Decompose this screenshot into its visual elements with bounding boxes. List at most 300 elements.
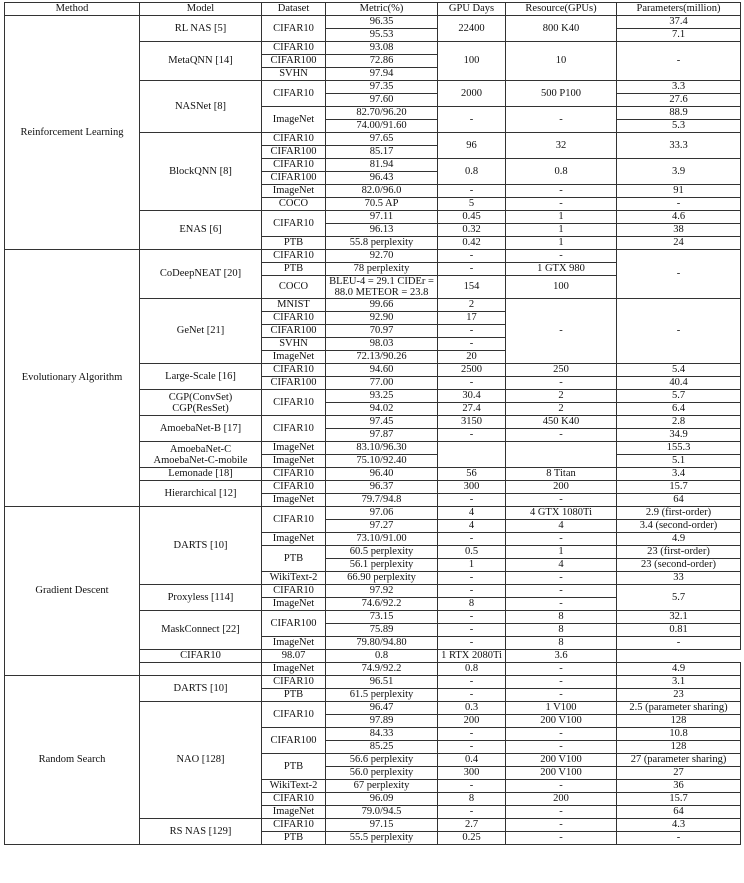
metric-cell: 70.5 AP [326,198,438,211]
metric-cell: 96.35 [326,16,438,29]
metric-cell: 70.97 [326,325,438,338]
resource-cell: 8 Titan [506,468,617,481]
metric-cell: 67 perplexity [326,780,438,793]
gpu-days-cell: - [438,250,506,263]
parameters-cell: 5.4 [617,364,741,377]
resource-cell: - [506,107,617,133]
header-model: Model [140,3,262,16]
resource-cell: - [506,198,617,211]
gpu-days-cell: - [438,689,506,702]
resource-cell: - [506,663,617,676]
resource-cell: 4 [506,559,617,572]
metric-cell: 92.90 [326,312,438,325]
parameters-cell: 34.9 [617,429,741,442]
metric-cell: 92.70 [326,250,438,263]
resource-cell: - [506,429,617,442]
metric-cell: 72.86 [326,55,438,68]
metric-cell: 96.09 [326,793,438,806]
resource-cell: 200 V100 [506,767,617,780]
gpu-days-cell: - [438,533,506,546]
parameters-cell: 15.7 [617,481,741,494]
resource-cell: 200 [506,481,617,494]
table-row [5,676,741,689]
table-row [5,507,741,520]
model-cell [140,663,262,676]
metric-cell: 97.11 [326,211,438,224]
gpu-days-cell: 20 [438,351,506,364]
resource-cell: 10 [506,42,617,81]
metric-cell: 94.60 [326,364,438,377]
metric-cell: 96.13 [326,224,438,237]
resource-cell: 32 [506,133,617,159]
resource-cell: 1 [506,237,617,250]
header-parameters: Parameters(million) [617,3,741,16]
metric-cell: 55.5 perplexity [326,832,438,845]
metric-cell: 97.87 [326,429,438,442]
metric-cell: 55.8 perplexity [326,237,438,250]
model-cell: CoDeepNEAT [20] [140,250,262,299]
metric-cell: 66.90 perplexity [326,572,438,585]
metric-cell: 75.10/92.40 [326,455,438,468]
resource-cell: - [506,598,617,611]
resource-cell: 8 [506,637,617,650]
dataset-cell: CIFAR10 [262,16,326,42]
metric-cell: 73.10/91.00 [326,533,438,546]
gpu-days-cell: 8 [438,598,506,611]
metric-cell: 84.33 [326,728,438,741]
metric-cell: 97.60 [326,94,438,107]
model-cell: RL NAS [5] [140,16,262,42]
dataset-cell: WikiText-2 [262,780,326,793]
model-cell: Hierarchical [12] [140,481,262,507]
gpu-days-cell: - [438,185,506,198]
metric-cell: 97.94 [326,68,438,81]
gpu-days-cell: - [438,377,506,390]
parameters-cell: 5.7 [617,585,741,611]
dataset-cell: CIFAR10 [262,364,326,377]
dataset-cell: CIFAR10 [262,390,326,416]
header-dataset: Dataset [262,3,326,16]
metric-cell: 97.06 [326,507,438,520]
gpu-days-cell [438,442,506,468]
parameters-cell: 2.8 [617,416,741,429]
gpu-days-cell: - [438,263,506,276]
metric-cell: 85.25 [326,741,438,754]
dataset-cell: PTB [262,832,326,845]
metric-cell: 96.40 [326,468,438,481]
parameters-cell: 37.4 [617,16,741,29]
dataset-cell: ImageNet [262,663,326,676]
model-cell: CGP(ConvSet) CGP(ResSet) [140,390,262,416]
dataset-cell: ImageNet [262,442,326,455]
dataset-cell: COCO [262,276,326,299]
resource-cell: 8 [506,624,617,637]
dataset-cell: CIFAR10 [262,81,326,107]
gpu-days-cell: - [438,585,506,598]
metric-cell: 97.27 [326,520,438,533]
metric-cell: 97.15 [326,819,438,832]
model-cell: MaskConnect [22] [140,611,262,650]
method-cell: Evolutionary Algorithm [5,250,140,507]
parameters-cell: 23 [617,689,741,702]
metric-cell: 61.5 perplexity [326,689,438,702]
gpu-days-cell: 0.3 [438,702,506,715]
metric-cell: 97.92 [326,585,438,598]
metric-cell: 82.70/96.20 [326,107,438,120]
gpu-days-cell: 0.5 [438,546,506,559]
resource-cell: 1 [506,546,617,559]
gpu-days-cell: 22400 [438,16,506,42]
dataset-cell: CIFAR10 [262,250,326,263]
method-cell: Random Search [5,676,140,845]
gpu-days-cell: - [438,624,506,637]
dataset-cell: ImageNet [262,107,326,133]
resource-cell: - [506,533,617,546]
gpu-days-cell: 2 [438,299,506,312]
dataset-cell: ImageNet [262,455,326,468]
gpu-days-cell: 30.4 [438,390,506,403]
parameters-cell: 3.9 [617,159,741,185]
resource-cell: - [506,494,617,507]
gpu-days-cell: - [438,338,506,351]
parameters-cell: 23 (first-order) [617,546,741,559]
dataset-cell: ImageNet [262,806,326,819]
parameters-cell: 3.4 (second-order) [617,520,741,533]
nas-results-table [4,2,741,845]
header-method: Method [5,3,140,16]
parameters-cell: 27 (parameter sharing) [617,754,741,767]
model-cell: NASNet [8] [140,81,262,133]
parameters-cell: 5.1 [617,455,741,468]
dataset-cell: SVHN [262,68,326,81]
gpu-days-cell: - [438,107,506,133]
parameters-cell: 88.9 [617,107,741,120]
parameters-cell: 2.5 (parameter sharing) [617,702,741,715]
dataset-cell: ImageNet [262,598,326,611]
resource-cell: - [506,585,617,598]
gpu-days-cell: 2000 [438,81,506,107]
metric-cell: 79.0/94.5 [326,806,438,819]
metric-cell: 83.10/96.30 [326,442,438,455]
parameters-cell: 23 (second-order) [617,559,741,572]
gpu-days-cell: 300 [438,481,506,494]
dataset-cell: ImageNet [262,351,326,364]
dataset-cell: CIFAR10 [262,507,326,533]
gpu-days-cell: - [438,728,506,741]
gpu-days-cell: 5 [438,198,506,211]
metric-cell: 96.43 [326,172,438,185]
gpu-days-cell: 0.8 [326,650,438,663]
dataset-cell: CIFAR100 [262,377,326,390]
gpu-days-cell: 0.8 [438,663,506,676]
dataset-cell: PTB [262,754,326,780]
dataset-cell: CIFAR10 [262,468,326,481]
dataset-cell: PTB [262,689,326,702]
model-cell: BlockQNN [8] [140,133,262,211]
parameters-cell: 4.9 [617,663,741,676]
parameters-cell: - [617,637,741,650]
dataset-cell: WikiText-2 [262,572,326,585]
metric-cell: 56.0 perplexity [326,767,438,780]
parameters-cell: 3.1 [617,676,741,689]
model-cell: Lemonade [18] [140,468,262,481]
metric-cell: 79.7/94.8 [326,494,438,507]
model-cell: RS NAS [129] [140,819,262,845]
gpu-days-cell: - [438,429,506,442]
metric-cell: 99.66 [326,299,438,312]
dataset-cell: CIFAR10 [262,819,326,832]
resource-cell: 1 [506,224,617,237]
gpu-days-cell: 200 [438,715,506,728]
model-cell: NAO [128] [140,702,262,819]
parameters-cell: - [617,832,741,845]
metric-cell: 93.25 [326,390,438,403]
dataset-cell: CIFAR100 [262,325,326,338]
dataset-cell: ImageNet [262,185,326,198]
parameters-cell: 128 [617,741,741,754]
gpu-days-cell: 0.32 [438,224,506,237]
resource-cell: 500 P100 [506,81,617,107]
resource-cell: 1 RTX 2080Ti [438,650,506,663]
resource-cell: 1 [506,211,617,224]
dataset-cell: MNIST [262,299,326,312]
parameters-cell: 4.9 [617,533,741,546]
metric-cell: 77.00 [326,377,438,390]
parameters-cell: - [617,42,741,81]
gpu-days-cell: 3150 [438,416,506,429]
parameters-cell: 4.3 [617,819,741,832]
dataset-cell: CIFAR10 [262,133,326,146]
gpu-days-cell: - [438,494,506,507]
gpu-days-cell: 27.4 [438,403,506,416]
gpu-days-cell: 2.7 [438,819,506,832]
gpu-days-cell: 96 [438,133,506,159]
resource-cell: 450 K40 [506,416,617,429]
metric-cell: 93.08 [326,42,438,55]
dataset-cell: PTB [262,263,326,276]
dataset-cell: CIFAR10 [262,211,326,237]
parameters-cell: 155.3 [617,442,741,455]
gpu-days-cell: - [438,676,506,689]
resource-cell: 4 [506,520,617,533]
dataset-cell: CIFAR10 [262,481,326,494]
dataset-cell: ImageNet [262,637,326,650]
resource-cell: 250 [506,364,617,377]
metric-cell: 56.1 perplexity [326,559,438,572]
table-row [5,16,741,29]
header-metric: Metric(%) [326,3,438,16]
metric-cell: 72.13/90.26 [326,351,438,364]
parameters-cell: 24 [617,237,741,250]
parameters-cell: 32.1 [617,611,741,624]
dataset-cell: CIFAR100 [262,55,326,68]
parameters-cell: 5.3 [617,120,741,133]
dataset-cell: ImageNet [262,533,326,546]
resource-cell: 100 [506,276,617,299]
dataset-cell: CIFAR100 [262,728,326,754]
resource-cell: 1 V100 [506,702,617,715]
parameters-cell: 27 [617,767,741,780]
resource-cell: 200 V100 [506,754,617,767]
resource-cell: 200 [506,793,617,806]
metric-cell: 56.6 perplexity [326,754,438,767]
resource-cell [506,442,617,468]
metric-cell: 81.94 [326,159,438,172]
resource-cell: - [506,806,617,819]
resource-cell: - [506,832,617,845]
parameters-cell: 2.9 (first-order) [617,507,741,520]
metric-cell: 85.17 [326,146,438,159]
metric-cell: 97.89 [326,715,438,728]
resource-cell: - [506,741,617,754]
metric-cell: 75.89 [326,624,438,637]
model-cell: MetaQNN [14] [140,42,262,81]
gpu-days-cell: 300 [438,767,506,780]
dataset-cell: CIFAR100 [262,611,326,637]
gpu-days-cell: 0.25 [438,832,506,845]
resource-cell: 2 [506,390,617,403]
parameters-cell: - [617,198,741,211]
gpu-days-cell: 0.4 [438,754,506,767]
gpu-days-cell: - [438,741,506,754]
resource-cell: 800 K40 [506,16,617,42]
resource-cell: 1 GTX 980 [506,263,617,276]
dataset-cell: CIFAR10 [262,42,326,55]
gpu-days-cell: - [438,572,506,585]
dataset-cell: CIFAR100 [262,172,326,185]
dataset-cell: CIFAR10 [262,416,326,442]
metric-cell: 79.80/94.80 [326,637,438,650]
parameters-cell: 36 [617,780,741,793]
metric-cell: 96.51 [326,676,438,689]
parameters-cell: 64 [617,806,741,819]
model-cell: DARTS [10] [140,507,262,585]
dataset-cell: CIFAR10 [262,312,326,325]
metric-cell: 98.03 [326,338,438,351]
resource-cell: - [506,728,617,741]
parameters-cell: 4.6 [617,211,741,224]
method-cell: Reinforcement Learning [5,16,140,250]
gpu-days-cell: 1 [438,559,506,572]
gpu-days-cell: 0.42 [438,237,506,250]
parameters-cell: 33 [617,572,741,585]
parameters-cell: 15.7 [617,793,741,806]
parameters-cell: 38 [617,224,741,237]
metric-cell: 97.45 [326,416,438,429]
parameters-cell: 27.6 [617,94,741,107]
gpu-days-cell: 0.8 [438,159,506,185]
resource-cell: - [506,780,617,793]
resource-cell: - [506,676,617,689]
model-cell: DARTS [10] [140,676,262,702]
resource-cell: 2 [506,403,617,416]
model-cell: AmoebaNet-B [17] [140,416,262,442]
gpu-days-cell: 2500 [438,364,506,377]
model-cell: Proxyless [114] [140,585,262,611]
dataset-cell: CIFAR10 [262,585,326,598]
gpu-days-cell: 154 [438,276,506,299]
metric-cell: 73.15 [326,611,438,624]
parameters-cell: 64 [617,494,741,507]
resource-cell: 0.8 [506,159,617,185]
parameters-cell: 33.3 [617,133,741,159]
parameters-cell: 3.3 [617,81,741,94]
dataset-cell: CIFAR10 [140,650,262,663]
metric-cell: 78 perplexity [326,263,438,276]
resource-cell: - [506,819,617,832]
resource-cell: - [506,299,617,364]
parameters-cell: 6.4 [617,403,741,416]
metric-cell: 94.02 [326,403,438,416]
metric-cell: BLEU-4 = 29.1 CIDEr = 88.0 METEOR = 23.8 [326,276,438,299]
parameters-cell: 128 [617,715,741,728]
parameters-cell: - [617,250,741,299]
dataset-cell: CIFAR10 [262,702,326,728]
parameters-cell: 10.8 [617,728,741,741]
dataset-cell: CIFAR10 [262,676,326,689]
metric-cell: 96.37 [326,481,438,494]
parameters-cell: 3.6 [506,650,617,663]
dataset-cell: CIFAR10 [262,793,326,806]
parameters-cell: 91 [617,185,741,198]
table-row [5,250,741,263]
resource-cell: - [506,250,617,263]
model-cell: ENAS [6] [140,211,262,250]
gpu-days-cell: 0.45 [438,211,506,224]
metric-cell: 97.65 [326,133,438,146]
parameters-cell: 5.7 [617,390,741,403]
gpu-days-cell: - [438,806,506,819]
model-cell: Large-Scale [16] [140,364,262,390]
metric-cell: 74.6/92.2 [326,598,438,611]
parameters-cell: 3.4 [617,468,741,481]
gpu-days-cell: - [438,780,506,793]
gpu-days-cell: 56 [438,468,506,481]
gpu-days-cell: - [438,325,506,338]
header-resource: Resource(GPUs) [506,3,617,16]
resource-cell: - [506,689,617,702]
method-cell: Gradient Descent [5,507,140,676]
metric-cell: 98.07 [262,650,326,663]
resource-cell: 4 GTX 1080Ti [506,507,617,520]
header-gpu-days: GPU Days [438,3,506,16]
parameters-cell: 7.1 [617,29,741,42]
metric-cell: 74.9/92.2 [326,663,438,676]
header-row [5,3,741,16]
parameters-cell: 40.4 [617,377,741,390]
gpu-days-cell: 100 [438,42,506,81]
parameters-cell: 0.81 [617,624,741,637]
resource-cell: 8 [506,611,617,624]
model-cell: GeNet [21] [140,299,262,364]
metric-cell: 97.35 [326,81,438,94]
gpu-days-cell: 4 [438,507,506,520]
resource-cell: 200 V100 [506,715,617,728]
gpu-days-cell: 17 [438,312,506,325]
gpu-days-cell: 4 [438,520,506,533]
dataset-cell: CIFAR100 [262,146,326,159]
dataset-cell: COCO [262,198,326,211]
resource-cell: - [506,572,617,585]
resource-cell: - [506,377,617,390]
dataset-cell: SVHN [262,338,326,351]
metric-cell: 82.0/96.0 [326,185,438,198]
dataset-cell: PTB [262,237,326,250]
gpu-days-cell: - [438,611,506,624]
dataset-cell: CIFAR10 [262,159,326,172]
metric-cell: 96.47 [326,702,438,715]
model-cell: AmoebaNet-C AmoebaNet-C-mobile [140,442,262,468]
